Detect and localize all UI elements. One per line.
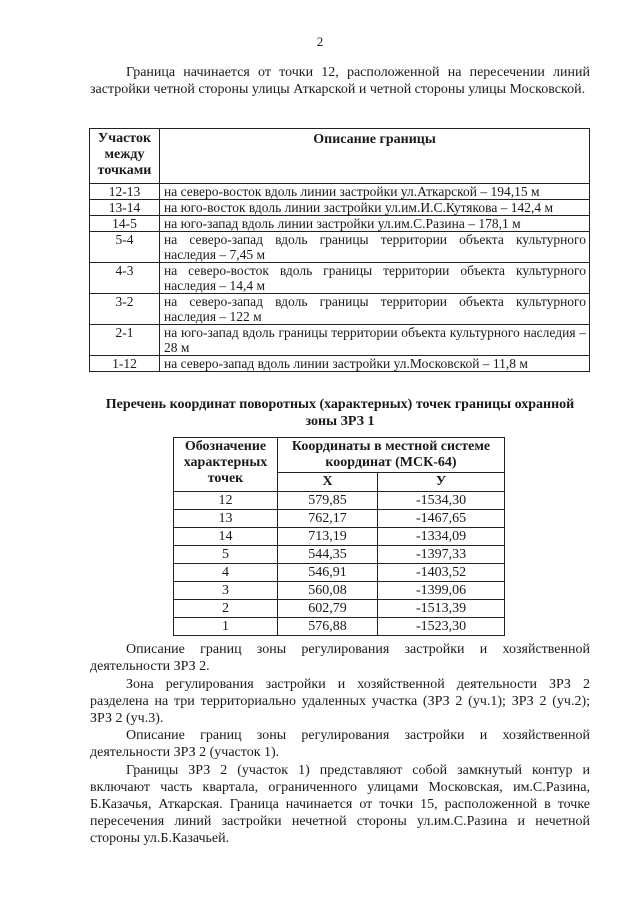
y-cell: -1403,52 bbox=[378, 564, 505, 582]
page-number: 2 bbox=[316, 34, 324, 49]
table-row bbox=[174, 582, 505, 600]
segment-cell: 2-1 bbox=[90, 325, 160, 356]
segment-cell: 4-3 bbox=[90, 263, 160, 294]
coordinate-system-header: Координаты в местной системе координат (МСК-64) bbox=[278, 438, 505, 473]
description-cell: на юго-запад вдоль линии застройки ул.им.С.Разина – 178,1 м bbox=[160, 216, 590, 232]
x-cell: 544,35 bbox=[278, 546, 378, 564]
table-row bbox=[174, 528, 505, 546]
x-cell: 579,85 bbox=[278, 492, 378, 510]
y-cell: -1513,39 bbox=[378, 600, 505, 618]
x-cell: 713,19 bbox=[278, 528, 378, 546]
point-cell: 1 bbox=[174, 618, 278, 636]
point-cell: 4 bbox=[174, 564, 278, 582]
table-row bbox=[174, 546, 505, 564]
table-row bbox=[174, 618, 505, 636]
y-cell: -1334,09 bbox=[378, 528, 505, 546]
description-cell: на юго-восток вдоль линии застройки ул.им.И.С.Кутякова – 142,4 м bbox=[160, 200, 590, 216]
point-cell: 5 bbox=[174, 546, 278, 564]
table-row bbox=[174, 564, 505, 582]
point-cell: 2 bbox=[174, 600, 278, 618]
segment-cell: 3-2 bbox=[90, 294, 160, 325]
description-column-header: Описание границы bbox=[160, 129, 590, 184]
x-cell: 546,91 bbox=[278, 564, 378, 582]
point-column-header: Обозначение характерных точек bbox=[174, 438, 278, 492]
table-header-row bbox=[90, 129, 590, 184]
intro-paragraph: Граница начинается от точки 12, расположенной на пересечении линий застройки четной стороны улицы Аткарской и четной стороны улицы Московской. bbox=[90, 65, 590, 97]
y-cell: -1523,30 bbox=[378, 618, 505, 636]
description-cell: на северо-запад вдоль линии застройки ул.Московской – 11,8 м bbox=[160, 356, 590, 372]
table-row bbox=[90, 325, 590, 356]
description-cell: на северо-запад вдоль границы территории объекта культурного наследия – 122 м bbox=[160, 294, 590, 325]
table-row bbox=[90, 216, 590, 232]
segment-cell: 1-12 bbox=[90, 356, 160, 372]
coordinates-table-title: Перечень координат поворотных (характерных) точек границы охранной зоны ЗРЗ 1 bbox=[105, 397, 575, 429]
table-row bbox=[90, 232, 590, 263]
x-column-header: Х bbox=[278, 473, 378, 492]
point-cell: 12 bbox=[174, 492, 278, 510]
body-paragraph: Описание границ зоны регулирования застройки и хозяйственной деятельности ЗРЗ 2. bbox=[90, 642, 590, 674]
body-paragraph: Описание границ зоны регулирования застройки и хозяйственной деятельности ЗРЗ 2 (участок 1). bbox=[90, 728, 590, 760]
table-header-row bbox=[174, 438, 505, 473]
x-cell: 602,79 bbox=[278, 600, 378, 618]
table-row bbox=[90, 200, 590, 216]
body-paragraph: Границы ЗРЗ 2 (участок 1) представляют собой замкнутый контур и включают часть квартала, ограниченного улицами Московская, им.С.Разина, Б.Казачья, Аткарская. Граница начинается от точки 15, расположенной в точке пересечения линий застройки нечетной стороны ул.им.С.Разина и нечетной стороны ул.Б.Казачьей. bbox=[90, 763, 590, 846]
table-row bbox=[90, 263, 590, 294]
description-cell: на северо-восток вдоль линии застройки ул.Аткарской – 194,15 м bbox=[160, 184, 590, 200]
body-paragraph: Зона регулирования застройки и хозяйственной деятельности ЗРЗ 2 разделена на три территориально удаленных участка (ЗРЗ 2 (уч.1); ЗРЗ 2 (уч.2); ЗРЗ 2 (уч.3). bbox=[90, 677, 590, 726]
coordinates-table bbox=[173, 437, 505, 636]
segment-cell: 13-14 bbox=[90, 200, 160, 216]
table-row bbox=[174, 600, 505, 618]
y-cell: -1399,06 bbox=[378, 582, 505, 600]
segment-cell: 12-13 bbox=[90, 184, 160, 200]
description-cell: на юго-запад вдоль границы территории объекта культурного наследия – 28 м bbox=[160, 325, 590, 356]
point-cell: 3 bbox=[174, 582, 278, 600]
table-row bbox=[90, 294, 590, 325]
y-cell: -1534,30 bbox=[378, 492, 505, 510]
y-cell: -1467,65 bbox=[378, 510, 505, 528]
table-row bbox=[174, 510, 505, 528]
y-column-header: У bbox=[378, 473, 505, 492]
x-cell: 576,88 bbox=[278, 618, 378, 636]
table-row bbox=[90, 356, 590, 372]
table-row bbox=[174, 492, 505, 510]
description-cell: на северо-восток вдоль границы территории объекта культурного наследия – 14,4 м bbox=[160, 263, 590, 294]
table-row bbox=[90, 184, 590, 200]
x-cell: 762,17 bbox=[278, 510, 378, 528]
description-cell: на северо-запад вдоль границы территории объекта культурного наследия – 7,45 м bbox=[160, 232, 590, 263]
segment-column-header: Участок между точками bbox=[90, 129, 160, 184]
segment-cell: 5-4 bbox=[90, 232, 160, 263]
point-cell: 14 bbox=[174, 528, 278, 546]
segment-cell: 14-5 bbox=[90, 216, 160, 232]
y-cell: -1397,33 bbox=[378, 546, 505, 564]
x-cell: 560,08 bbox=[278, 582, 378, 600]
boundary-description-table bbox=[89, 128, 590, 372]
point-cell: 13 bbox=[174, 510, 278, 528]
